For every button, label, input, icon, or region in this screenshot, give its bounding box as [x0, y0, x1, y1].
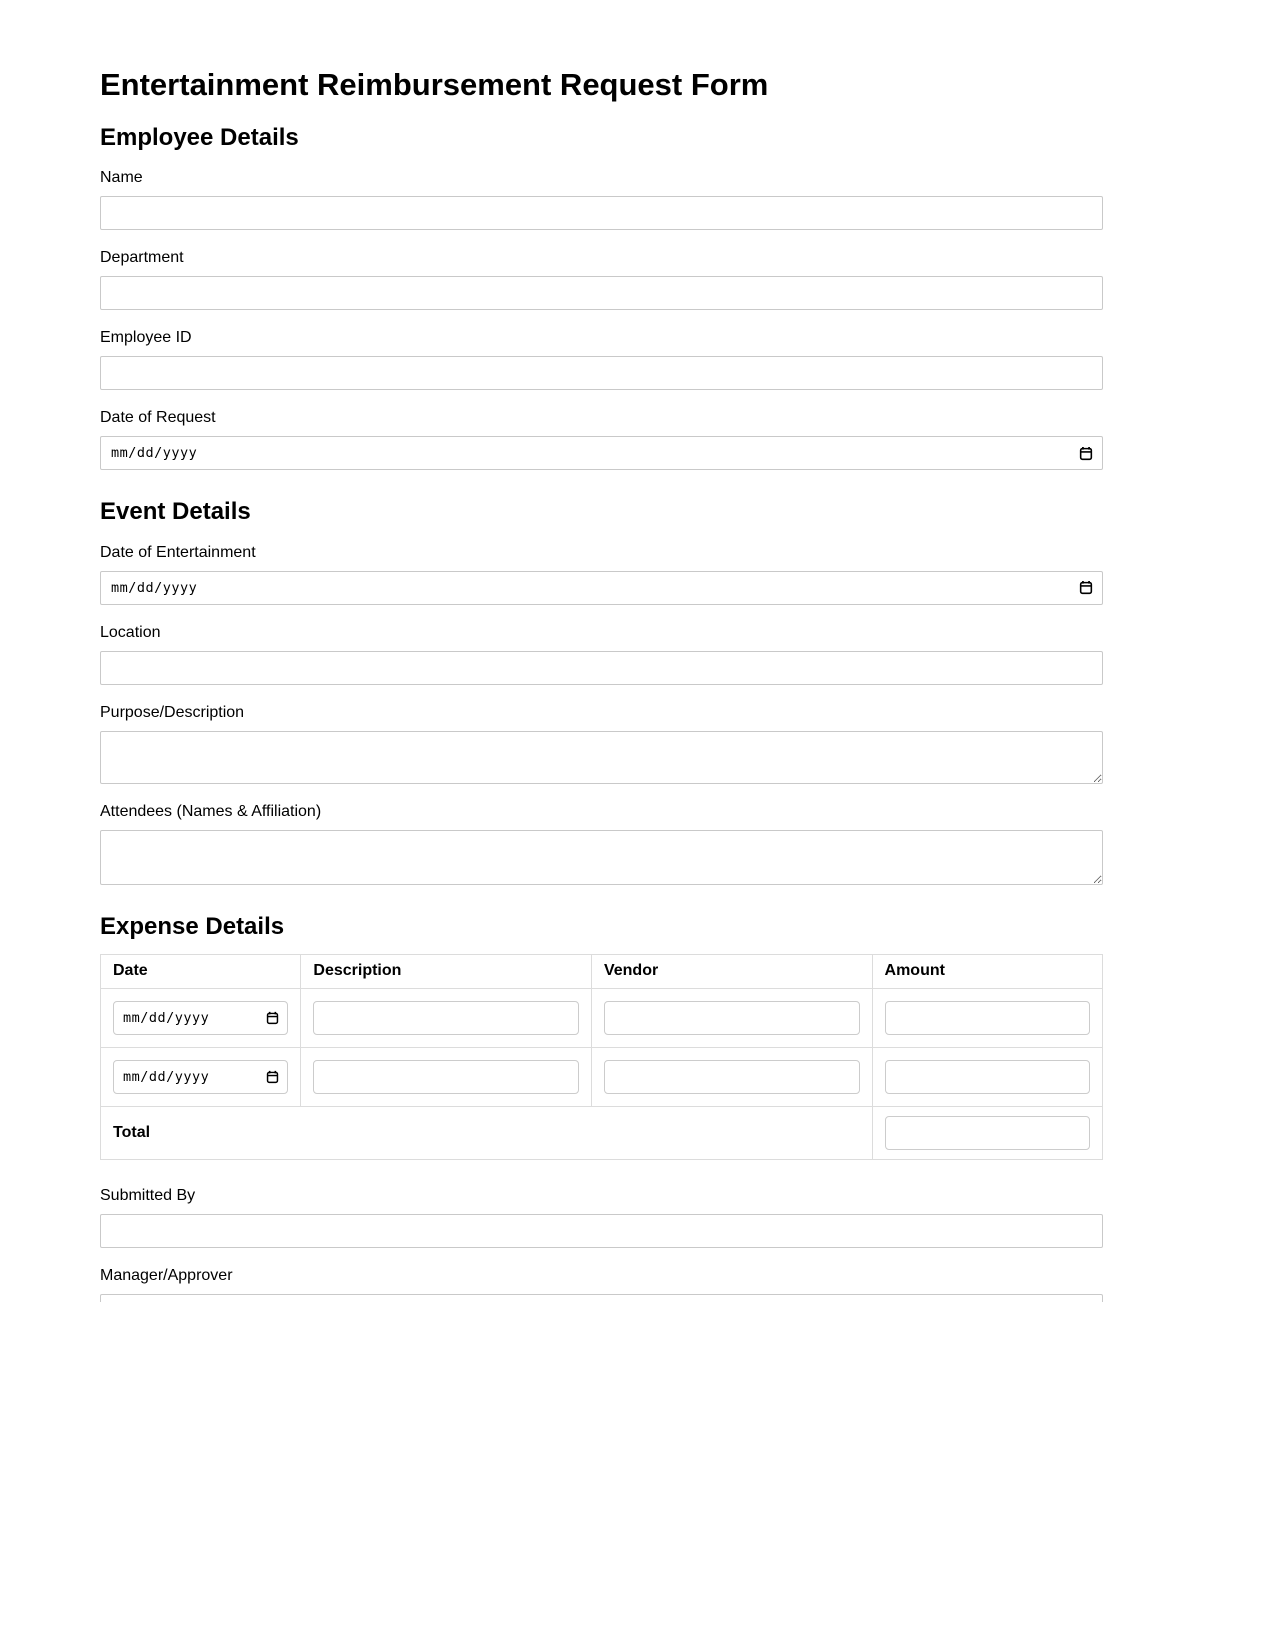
location-input[interactable]: [100, 651, 1103, 685]
expense-amount-input-1[interactable]: [885, 1001, 1090, 1035]
expense-date-input-1[interactable]: [113, 1001, 288, 1035]
date-placeholder: mm/dd/yyyy: [123, 1069, 210, 1086]
field-manager-approver: [100, 1267, 1103, 1302]
expense-description-input-1[interactable]: [313, 1001, 579, 1035]
calendar-icon[interactable]: [1079, 580, 1093, 595]
name-input[interactable]: [100, 196, 1103, 230]
section-heading-event-details: Event Details: [100, 498, 251, 526]
date-placeholder: mm/dd/yyyy: [111, 445, 198, 462]
column-header-date: Date: [101, 955, 301, 989]
attendees-label: Attendees (Names & Affiliation): [100, 802, 322, 820]
calendar-icon[interactable]: [1079, 446, 1093, 461]
form-content: [100, 0, 1103, 1302]
expense-row-1: [101, 989, 1103, 1048]
field-purpose: [100, 704, 1103, 784]
field-location: [100, 624, 1103, 685]
field-date-of-request: [100, 409, 1103, 470]
column-header-vendor: Vendor: [591, 955, 872, 989]
column-header-amount: Amount: [872, 955, 1102, 989]
employee-id-label: Employee ID: [100, 329, 192, 347]
purpose-label: Purpose/Description: [100, 703, 245, 721]
department-input[interactable]: [100, 276, 1103, 310]
date-of-entertainment-label: Date of Entertainment: [100, 543, 256, 561]
manager-approver-label: Manager/Approver: [100, 1267, 233, 1285]
expense-header-row: [101, 955, 1103, 989]
section-heading-employee-details: Employee Details: [100, 124, 299, 151]
date-of-request-input[interactable]: [100, 436, 1103, 470]
calendar-icon[interactable]: [266, 1011, 279, 1025]
calendar-icon[interactable]: [266, 1070, 279, 1084]
date-of-request-label: Date of Request: [100, 409, 216, 427]
submitted-by-label: Submitted By: [100, 1187, 196, 1205]
date-placeholder: mm/dd/yyyy: [123, 1010, 210, 1027]
page-title: Entertainment Reimbursement Request Form: [100, 67, 769, 102]
name-label: Name: [100, 169, 143, 187]
expense-amount-input-2[interactable]: [885, 1060, 1090, 1094]
expense-total-row: [101, 1107, 1103, 1160]
field-attendees: [100, 803, 1103, 885]
section-heading-expense-details: Expense Details: [100, 912, 285, 940]
submitted-by-input[interactable]: [100, 1214, 1103, 1248]
field-submitted-by: [100, 1187, 1103, 1248]
manager-approver-input[interactable]: [100, 1294, 1103, 1302]
date-placeholder: mm/dd/yyyy: [111, 579, 198, 596]
field-employee-id: [100, 329, 1103, 390]
location-label: Location: [100, 623, 161, 641]
employee-id-input[interactable]: [100, 356, 1103, 390]
expense-vendor-input-1[interactable]: [604, 1001, 860, 1035]
expense-table: [100, 954, 1103, 1160]
date-of-entertainment-input[interactable]: [100, 571, 1103, 605]
field-name: [100, 169, 1103, 230]
total-label: Total: [101, 1107, 873, 1160]
expense-date-input-2[interactable]: [113, 1060, 288, 1094]
attendees-textarea[interactable]: [100, 830, 1103, 885]
field-date-of-entertainment: [100, 544, 1103, 605]
expense-vendor-input-2[interactable]: [604, 1060, 860, 1094]
field-department: [100, 249, 1103, 310]
column-header-description: Description: [301, 955, 592, 989]
expense-row-2: [101, 1048, 1103, 1107]
total-amount-input[interactable]: [885, 1116, 1090, 1150]
department-label: Department: [100, 249, 184, 267]
expense-description-input-2[interactable]: [313, 1060, 579, 1094]
purpose-textarea[interactable]: [100, 731, 1103, 784]
